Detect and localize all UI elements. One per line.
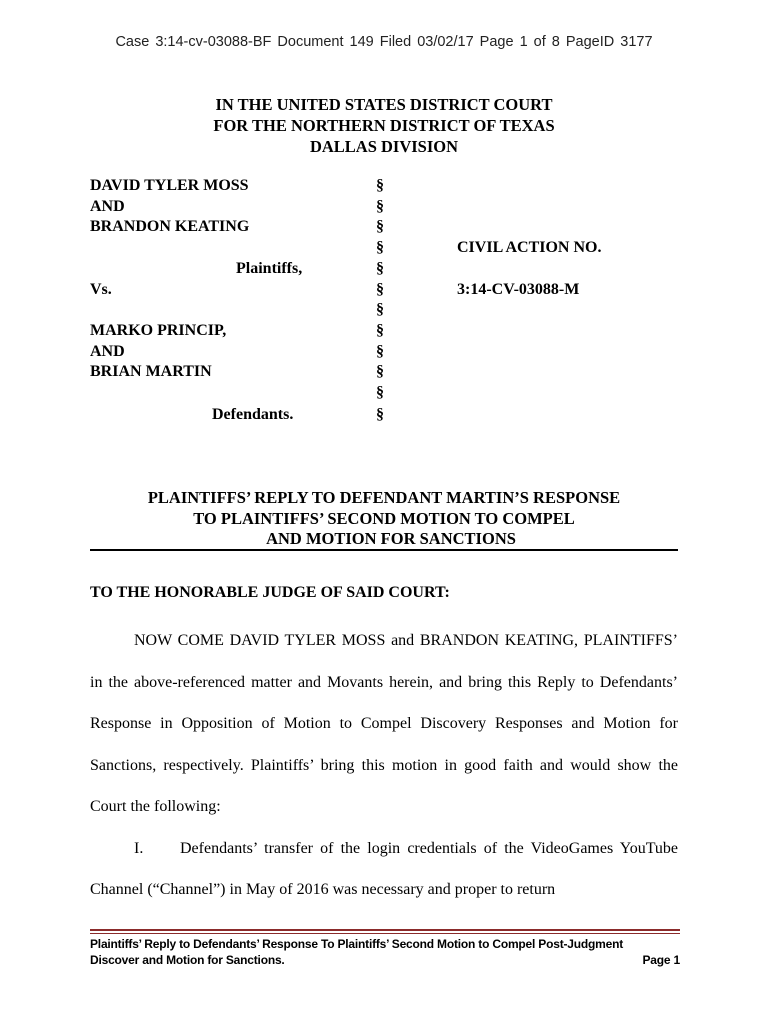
caption-row	[0, 301, 768, 322]
motion-title-line-3: AND MOTION FOR SANCTIONS	[266, 529, 516, 548]
section-symbol: §	[376, 321, 384, 339]
footer-line-2	[90, 952, 680, 968]
motion-title-line-1: PLAINTIFFS’ REPLY TO DEFENDANT MARTIN’S RESPONSE	[147, 488, 621, 507]
caption-row	[0, 239, 768, 260]
section-symbol: §	[376, 384, 384, 401]
caption-row	[0, 281, 768, 302]
footer-line-1: Plaintiffs’ Reply to Defendants’ Response To Plaintiffs’ Second Motion to Compel Post-Judgment	[90, 937, 624, 951]
title-underline	[90, 549, 678, 551]
paragraph-number: I.	[134, 839, 144, 857]
caption-row	[0, 363, 768, 384]
page-number: Page 1	[642, 953, 680, 967]
court-line-2: FOR THE NORTHERN DISTRICT OF TEXAS	[213, 116, 555, 135]
numbered-paragraph-text: Defendants’ transfer of the login credentials of the VideoGames YouTube Channel (“Channel”) in May of 2016 was necessary and proper to return	[90, 839, 678, 898]
court-line-1: IN THE UNITED STATES DISTRICT COURT	[215, 95, 553, 114]
section-symbol: §	[376, 259, 384, 277]
caption-party: BRIAN MARTIN	[90, 363, 212, 381]
section-symbol: §	[376, 177, 384, 194]
section-symbol: §	[376, 239, 384, 257]
case-number: 3:14-CV-03088-M	[457, 280, 580, 298]
court-heading	[0, 94, 768, 157]
page-footer	[90, 936, 680, 968]
caption-row	[0, 218, 768, 239]
caption-party: BRANDON KEATING	[90, 218, 250, 236]
section-symbol: §	[376, 406, 384, 423]
caption-row	[0, 343, 768, 364]
motion-title-line-2: TO PLAINTIFFS’ SECOND MOTION TO COMPEL	[193, 508, 575, 528]
opening-paragraph: NOW COME DAVID TYLER MOSS and BRANDON KEATING, PLAINTIFFS’ in the above-referenced matter and Movants herein, and bring this Reply to Defendants’ Response in Opposition of Motion to Compel Discovery Responses and Motion for Sanctions, respectively. Plaintiffs’ bring this motion in good faith and would show the Court the following:	[90, 632, 678, 815]
caption-party: MARKO PRINCIP,	[90, 321, 227, 339]
filing-header: Case 3:14-cv-03088-BF Document 149 Filed 03/02/17 Page 1 of 8 PageID 3177	[115, 34, 653, 50]
caption-party: AND	[90, 342, 125, 360]
motion-title	[0, 488, 768, 550]
caption-row	[0, 177, 768, 198]
footer-rule	[90, 933, 680, 934]
caption-row	[0, 406, 768, 427]
civil-action-label: CIVIL ACTION NO.	[457, 239, 602, 257]
defendants-label: Defendants.	[212, 406, 294, 423]
footer-title-end: Discover and Motion for Sanctions.	[90, 953, 285, 967]
caption-row	[0, 260, 768, 281]
salutation: TO THE HONORABLE JUDGE OF SAID COURT:	[90, 584, 450, 601]
caption-row	[0, 198, 768, 219]
section-symbol: §	[376, 301, 384, 319]
caption-party: DAVID TYLER MOSS	[90, 177, 249, 194]
versus-label: Vs.	[90, 280, 112, 298]
caption-row	[0, 384, 768, 405]
section-symbol: §	[376, 218, 384, 236]
section-symbol: §	[376, 363, 384, 381]
body-text	[90, 620, 678, 911]
section-symbol: §	[376, 197, 384, 215]
court-line-3: DALLAS DIVISION	[309, 137, 459, 156]
footer-rule	[90, 929, 680, 931]
section-symbol: §	[376, 342, 384, 360]
numbered-paragraph	[90, 828, 678, 911]
section-symbol: §	[376, 280, 384, 298]
caption-party: AND	[90, 197, 125, 215]
plaintiffs-label: Plaintiffs,	[236, 259, 303, 277]
caption-row	[0, 322, 768, 343]
